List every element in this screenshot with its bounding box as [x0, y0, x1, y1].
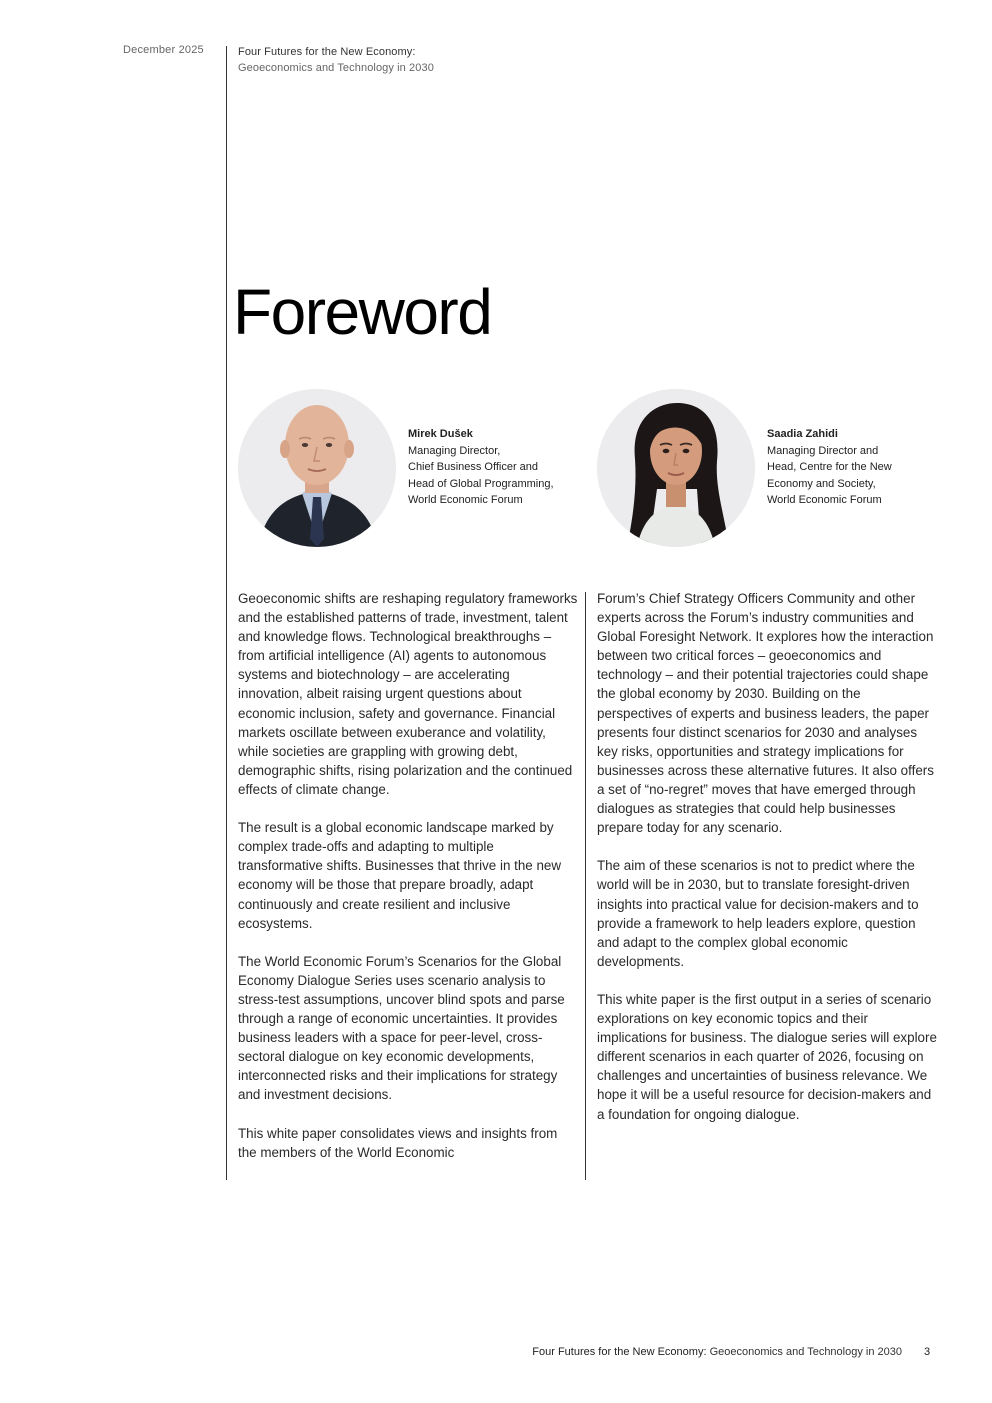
page-heading: Foreword [233, 276, 492, 348]
author-card-zahidi [767, 426, 917, 509]
page-number: 3 [924, 1346, 931, 1358]
paragraph: The result is a global economic landscape marked by complex trade-offs and adapting to multiple transformative shifts. Businesses that thrive in the new economy will be those that prepare broadly, adapt continuously and create resilient and inclusive ecosystems. [238, 820, 562, 931]
paragraph: The aim of these scenarios is not to predict where the world will be in 2030, but to translate foresight-driven insights into practical value for decision-makers and to provide a framework to help leaders explore, question and adapt to the complex global economic developments. [597, 858, 919, 969]
author-card-dusek [408, 426, 578, 509]
man-portrait-icon [238, 389, 396, 547]
paragraph: The World Economic Forum’s Scenarios for the Global Economy Dialogue Series uses scenario analysis to stress-test assumptions, uncover blind spots and parse through a range of economic uncertainties. It provides business leaders with a space for peer-level, cross-sectoral dialogue on key economic developments, interconnected risks and their implications for strategy and investment decisions. [238, 953, 565, 1103]
header-title-block [238, 44, 434, 76]
paragraph: Forum’s Chief Strategy Officers Community and other experts across the Forum’s industry communities and Global Foresight Network. It explores how the interaction between two critical forces – geoeconomics and technology – and their potential trajectories could shape the global economy by 2030. Building on the perspectives of experts and business leaders, the paper presents four distinct scenarios for 2030 and analyses key risks, opportunities and strategy implications for businesses across these alternative futures. It also offers a set of “no-regret” moves that have emerged through dialogues as strategies that could help businesses prepare today for any scenario. [597, 591, 934, 836]
margin-rule [226, 46, 227, 1180]
header-subtitle: Geoeconomics and Technology in 2030 [238, 62, 434, 74]
paragraph: Geoeconomic shifts are reshaping regulatory frameworks and the established patterns of trade, investment, talent and knowledge flows. Technological breakthroughs – from artificial intelligence (AI) agents to autonomous systems and biotechnology – are accelerating innovation, albeit raising urgent questions about economic inclusion, safety and governance. Financial markets oscillate between exuberance and volatility, while societies are grappling with growing debt, demographic shifts, rising polarization and the continued effects of climate change. [238, 591, 578, 797]
column-divider [585, 592, 586, 1180]
footer-title-main: Four Futures for the New Economy: [532, 1346, 707, 1358]
paragraph: This white paper consolidates views and insights from the members of the World Economic [238, 1125, 558, 1160]
header-date: December 2025 [123, 44, 204, 56]
paragraph: This white paper is the first output in a series of scenario explorations on key economic topics and their implications for business. The dialogue series will explore different scenarios in each quarter of 2026, focusing on challenges and uncertainties of business relevance. We hope it will be a useful resource for decision-makers and a foundation for ongoing dialogue. [597, 991, 937, 1122]
author-role: Managing Director, Chief Business Officer and Head of Global Programming, World Economic Forum [408, 444, 554, 506]
author-role: Managing Director and Head, Centre for the New Economy and Society, World Economic Forum [767, 444, 892, 506]
body-column-right [597, 589, 937, 1143]
woman-portrait-icon [597, 389, 755, 547]
body-column-left [238, 589, 578, 1181]
header-title: Four Futures for the New Economy: [238, 46, 416, 58]
footer-title [532, 1346, 902, 1358]
author-name: Saadia Zahidi [767, 428, 838, 440]
footer-subtitle: Geoeconomics and Technology in 2030 [709, 1346, 902, 1358]
author-name: Mirek Dušek [408, 428, 473, 440]
